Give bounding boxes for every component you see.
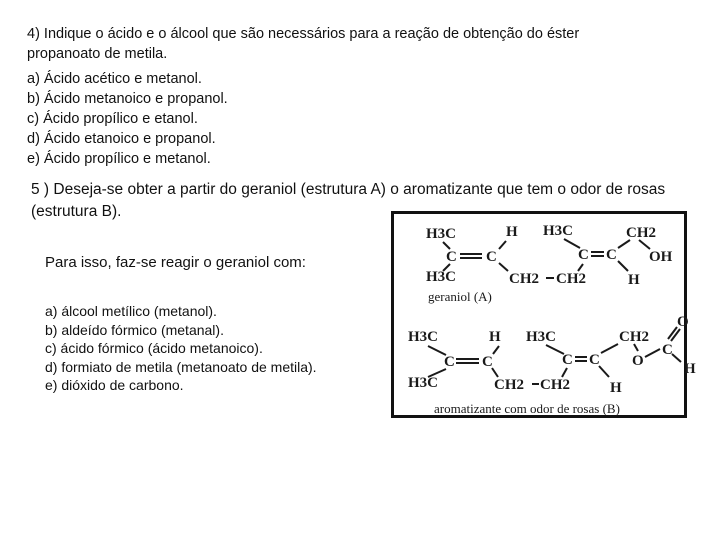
bond: [668, 327, 677, 339]
bond: [492, 368, 498, 377]
label-b-ch2-top: CH2: [619, 329, 649, 345]
label-a-h: H: [506, 224, 518, 240]
bond: [493, 346, 499, 354]
question-5-option-a: a) álcool metílico (metanol).: [45, 303, 217, 319]
question-4-option-e: e) Ácido propílico e metanol.: [27, 151, 211, 167]
bond: [499, 263, 508, 271]
label-b-ch2-2: CH2: [540, 377, 570, 393]
structures-drawing: [394, 214, 696, 416]
bond: [599, 366, 609, 377]
question-5-option-e: e) dióxido de carbono.: [45, 377, 184, 393]
caption-structure-a: geraniol (A): [428, 289, 492, 304]
question-4-option-a: a) Ácido acético e metanol.: [27, 71, 202, 87]
label-b-c3: C: [562, 352, 573, 368]
bond: [671, 329, 680, 341]
question-5-option-d: d) formiato de metila (metanoato de metila).: [45, 358, 317, 375]
bond: [672, 354, 681, 362]
bond: [601, 344, 618, 353]
label-a-c1: C: [446, 249, 457, 265]
caption-structure-b: aromatizante com odor de rosas (B): [434, 401, 620, 416]
question-5-option-c: c) ácido fórmico (ácido metanoico).: [45, 340, 263, 356]
bond: [618, 261, 628, 271]
label-a-h-bottom: H: [628, 272, 640, 288]
bond: [639, 240, 650, 249]
chemical-structures-figure: [391, 211, 696, 418]
question-5-title: 5 ) Deseja-se obter a partir do geraniol (estrutura A) o aromatizante que tem o odor de rosas (estrutura B).: [31, 181, 666, 220]
label-b-h-bottom: H: [610, 380, 622, 396]
label-b-ch2-1: CH2: [494, 377, 524, 393]
bond: [618, 240, 630, 248]
label-b-o-carbonyl: O: [677, 314, 689, 330]
bond: [564, 239, 580, 248]
question-5-option-b: b) aldeído fórmico (metanal).: [45, 321, 224, 338]
label-b-h3c-top: H3C: [408, 329, 438, 345]
bond: [578, 264, 583, 271]
label-b-c-formyl: C: [662, 342, 673, 358]
label-a-c2: C: [486, 249, 497, 265]
label-a-h3c-right: H3C: [543, 223, 573, 239]
label-a-ch2-top: CH2: [626, 225, 656, 241]
label-a-h3c-top: H3C: [426, 226, 456, 242]
bond: [428, 346, 446, 355]
structure-b-ester: [408, 314, 696, 416]
question-5-options: [45, 302, 317, 395]
label-b-c1: C: [444, 354, 455, 370]
structure-a-geraniol: [426, 223, 673, 304]
label-b-h3c-bottom: H3C: [408, 375, 438, 391]
question-4-options: [27, 69, 228, 169]
question-4-option-c: c) Ácido propílico e etanol.: [27, 111, 198, 127]
label-a-ch2-2: CH2: [556, 271, 586, 287]
label-b-c4: C: [589, 352, 600, 368]
label-a-c4: C: [606, 247, 617, 263]
label-a-ch2-1: CH2: [509, 271, 539, 287]
question-4-title: 4) Indique o ácido e o álcool que são necessários para a reação de obtenção do éster propanoato de metila.: [27, 26, 580, 62]
label-a-oh: OH: [649, 249, 673, 265]
bond: [634, 344, 638, 351]
label-a-h3c-bottom: H3C: [426, 269, 456, 285]
label-a-c3: C: [578, 247, 589, 263]
bond: [645, 349, 660, 357]
question-4-option-d: d) Ácido etanoico e propanol.: [27, 131, 216, 147]
label-b-h3c-right: H3C: [526, 329, 556, 345]
question-4-option-b: b) Ácido metanoico e propanol.: [27, 91, 228, 107]
bond: [443, 242, 450, 249]
label-b-c2: C: [482, 354, 493, 370]
label-b-h: H: [489, 329, 501, 345]
bond: [546, 345, 564, 354]
question-5-intro: Para isso, faz-se reagir o geraniol com:: [45, 254, 306, 271]
label-b-o-ester: O: [632, 353, 644, 369]
bond: [562, 368, 567, 377]
label-b-h-formyl: H: [684, 361, 696, 377]
bond: [499, 241, 506, 249]
